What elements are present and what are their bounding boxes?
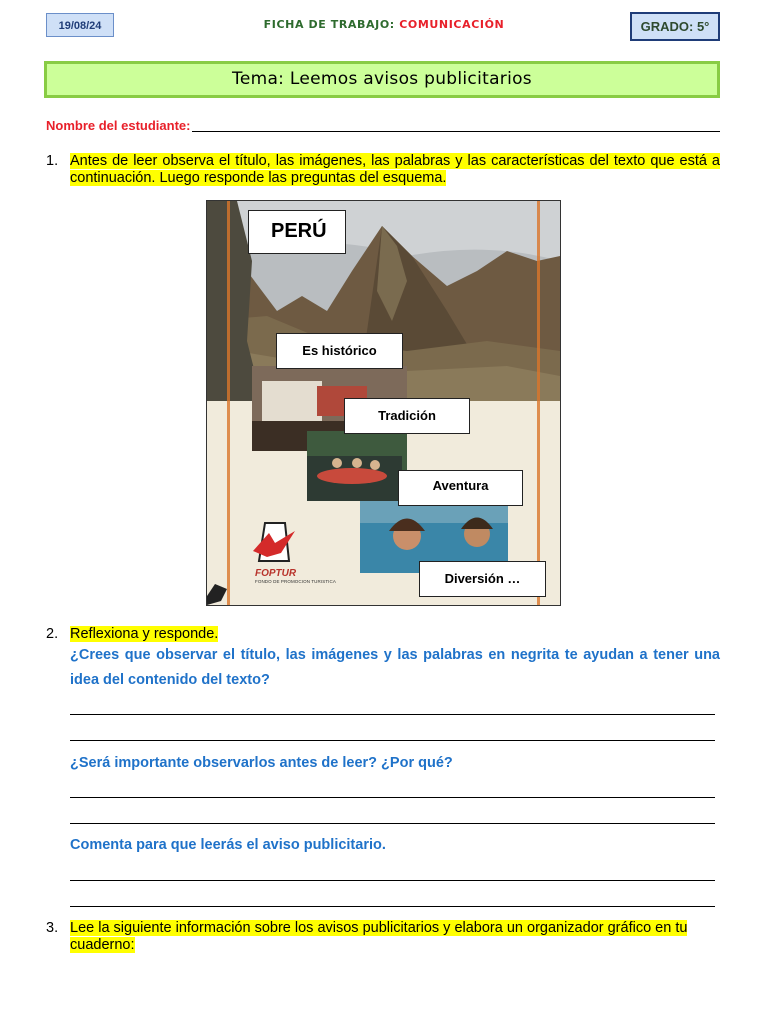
- student-name-line[interactable]: [192, 131, 720, 132]
- item-1-instruction: [70, 153, 720, 187]
- grade-badge: GRADO: 5°: [630, 12, 720, 41]
- answer-line-3b[interactable]: [70, 906, 715, 907]
- item-1-text: Antes de leer observa el título, las imágenes, las palabras y las características del texto que está a continuación. Luego responde las preguntas del esquema.: [70, 153, 720, 186]
- answer-line-1a[interactable]: [70, 714, 715, 715]
- question-3: Comenta para que leerás el aviso publicitario.: [70, 837, 386, 853]
- item-2-instruction: [70, 626, 720, 643]
- date-badge: 19/08/24: [46, 13, 114, 37]
- item-number-3: 3.: [46, 920, 59, 936]
- student-name-label: Nombre del estudiante:: [46, 118, 191, 133]
- question-1: ¿Crees que observar el título, las imágenes y las palabras en negrita te ayudan a tener una idea del contenido del texto?: [70, 647, 720, 688]
- item-2-text: Reflexiona y responde.: [70, 626, 219, 642]
- item-number-2: 2.: [46, 626, 59, 642]
- label-historic: Es histórico: [276, 333, 403, 369]
- ad-title-peru: PERÚ: [248, 210, 346, 254]
- topic-banner: Tema: Leemos avisos publicitarios: [44, 61, 720, 98]
- foptur-logo-text: FOPTUR: [255, 568, 297, 579]
- foptur-subtitle: FONDO DE PROMOCION TURISTICA: [255, 579, 336, 584]
- answer-line-2a[interactable]: [70, 797, 715, 798]
- peru-ad-image: [206, 200, 561, 606]
- subject-label: COMUNICACIÓN: [399, 18, 505, 31]
- label-tradition: Tradición: [344, 398, 470, 434]
- answer-line-3a[interactable]: [70, 880, 715, 881]
- item-3-instruction: [70, 920, 720, 954]
- question-2: ¿Será importante observarlos antes de leer? ¿Por qué?: [70, 755, 453, 771]
- item-3-text: Lee la siguiente información sobre los avisos publicitarios y elabora un organizador gráfico en tu cuaderno:: [70, 920, 688, 953]
- student-name-row: [46, 118, 720, 134]
- label-fun: Diversión …: [419, 561, 546, 597]
- sheet-label: FICHA DE TRABAJO:: [263, 18, 400, 31]
- answer-line-2b[interactable]: [70, 823, 715, 824]
- label-adventure: Aventura: [398, 470, 523, 506]
- answer-line-1b[interactable]: [70, 740, 715, 741]
- item-number-1: 1.: [46, 153, 59, 169]
